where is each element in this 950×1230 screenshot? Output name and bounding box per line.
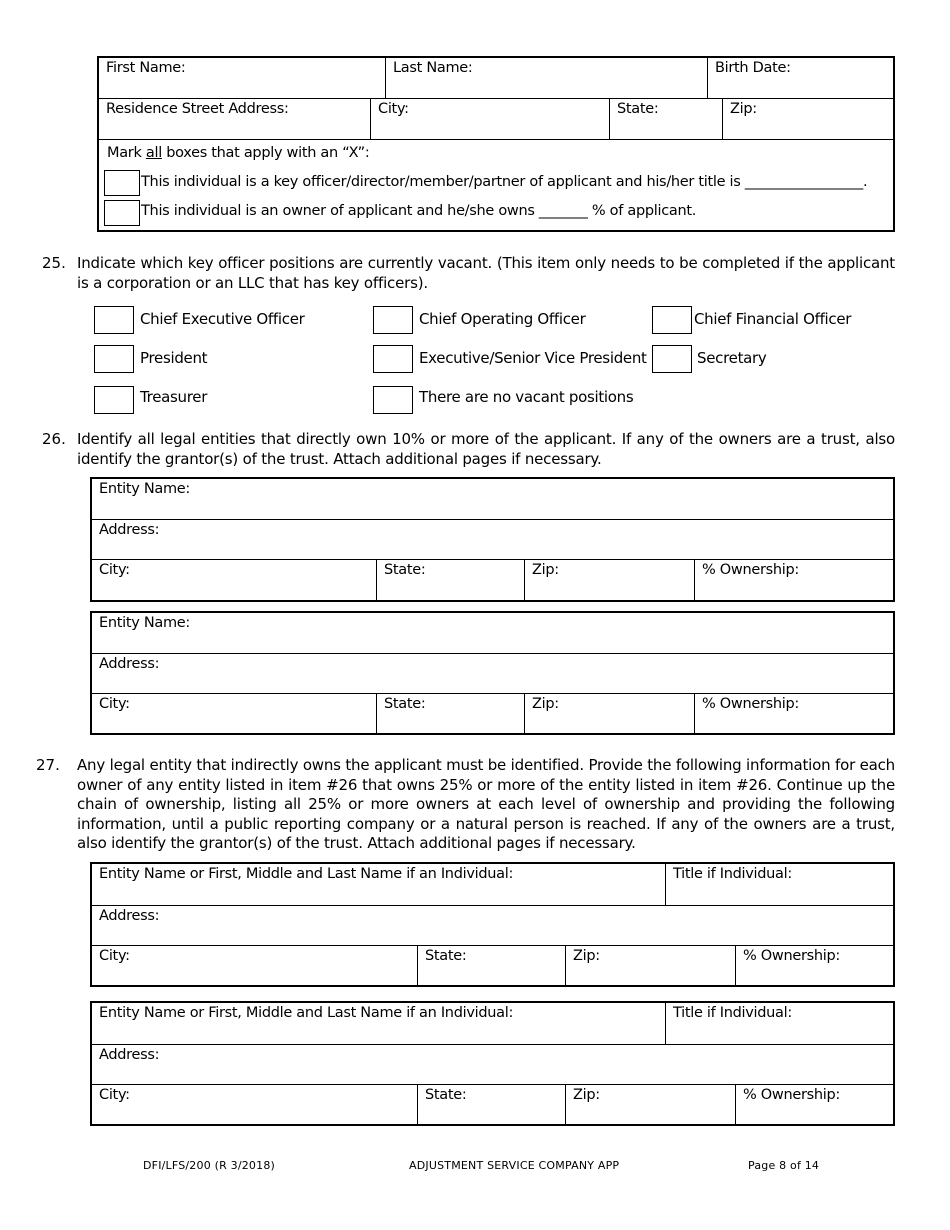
no-vacant-checkbox[interactable] bbox=[373, 386, 413, 414]
entity-name-label: Entity Name: bbox=[99, 481, 191, 497]
key-officer-checkbox[interactable] bbox=[104, 170, 140, 196]
owner-address-row bbox=[92, 1045, 893, 1085]
owner-zip-field[interactable] bbox=[565, 946, 735, 985]
owner-zip-label: Zip: bbox=[573, 1087, 600, 1103]
item-25-number: 25. bbox=[42, 254, 66, 272]
owner-text: This individual is an owner of applicant and he/she owns _______ % of applicant. bbox=[141, 203, 697, 219]
owner-state-label: State: bbox=[425, 1087, 467, 1103]
address-row bbox=[99, 99, 893, 140]
entity-name-label: Entity Name: bbox=[99, 615, 191, 631]
ceo-label: Chief Executive Officer bbox=[140, 310, 305, 328]
owner-zip-field[interactable] bbox=[565, 1085, 735, 1124]
owner-zip-label: Zip: bbox=[573, 948, 600, 964]
entity-address-label: Address: bbox=[99, 522, 160, 538]
owner-name-field[interactable] bbox=[92, 1003, 665, 1044]
entity-ownership-label: % Ownership: bbox=[702, 562, 799, 578]
entity-name-row bbox=[92, 479, 893, 520]
state-field[interactable] bbox=[609, 99, 722, 139]
owner-city-field[interactable] bbox=[92, 946, 417, 985]
treasurer-checkbox[interactable] bbox=[94, 386, 134, 414]
entity-zip-label: Zip: bbox=[532, 696, 559, 712]
state-label: State: bbox=[617, 101, 659, 117]
owner-name-row bbox=[92, 1003, 893, 1045]
owner-state-label: State: bbox=[425, 948, 467, 964]
owner-address-label: Address: bbox=[99, 1047, 160, 1063]
birth-date-field[interactable] bbox=[707, 58, 893, 98]
first-name-label: First Name: bbox=[106, 60, 186, 76]
owner-city-field[interactable] bbox=[92, 1085, 417, 1124]
entity-state-label: State: bbox=[384, 562, 426, 578]
entity-city-field[interactable] bbox=[92, 560, 376, 600]
owner-title-label: Title if Individual: bbox=[673, 1005, 792, 1021]
entity-state-field[interactable] bbox=[376, 694, 524, 733]
owner-name-row bbox=[92, 864, 893, 906]
entity-zip-field[interactable] bbox=[524, 560, 694, 600]
cfo-label: Chief Financial Officer bbox=[694, 310, 852, 328]
owner-state-field[interactable] bbox=[417, 946, 565, 985]
entity-city-label: City: bbox=[99, 562, 130, 578]
owner-location-row bbox=[92, 946, 893, 985]
first-name-field[interactable] bbox=[99, 58, 385, 98]
owner-city-label: City: bbox=[99, 1087, 130, 1103]
footer-form-id: DFI/LFS/200 (R 3/2018) bbox=[143, 1159, 276, 1172]
evp-label: Executive/Senior Vice President bbox=[419, 349, 647, 367]
name-row bbox=[99, 58, 893, 99]
zip-label: Zip: bbox=[730, 101, 757, 117]
owner-name-label: Entity Name or First, Middle and Last Name if an Individual: bbox=[99, 866, 514, 882]
owner-city-label: City: bbox=[99, 948, 130, 964]
entity-ownership-field[interactable] bbox=[694, 694, 893, 733]
owner-address-field[interactable] bbox=[92, 906, 893, 945]
last-name-label: Last Name: bbox=[393, 60, 473, 76]
coo-label: Chief Operating Officer bbox=[419, 310, 586, 328]
owner-name-label: Entity Name or First, Middle and Last Name if an Individual: bbox=[99, 1005, 514, 1021]
evp-checkbox[interactable] bbox=[373, 345, 413, 373]
footer-form-title: ADJUSTMENT SERVICE COMPANY APP bbox=[409, 1159, 620, 1172]
entity-location-row bbox=[92, 694, 893, 733]
coo-checkbox[interactable] bbox=[373, 306, 413, 334]
entity-zip-label: Zip: bbox=[532, 562, 559, 578]
entity-address-row bbox=[92, 654, 893, 694]
cfo-checkbox[interactable] bbox=[652, 306, 692, 334]
entity-table-2 bbox=[90, 611, 895, 735]
entity-location-row bbox=[92, 560, 893, 600]
owner-location-row bbox=[92, 1085, 893, 1124]
owner-ownership-label: % Ownership: bbox=[743, 1087, 840, 1103]
city-field[interactable] bbox=[370, 99, 609, 139]
no-vacant-label: There are no vacant positions bbox=[419, 388, 634, 406]
owner-title-field[interactable] bbox=[665, 1003, 893, 1044]
city-label: City: bbox=[378, 101, 409, 117]
entity-name-field[interactable] bbox=[92, 479, 893, 519]
mark-instruction: Mark all boxes that apply with an “X”: bbox=[107, 145, 370, 161]
entity-address-row bbox=[92, 520, 893, 560]
owner-ownership-field[interactable] bbox=[735, 1085, 893, 1124]
item-27-number: 27. bbox=[36, 756, 60, 774]
owner-ownership-field[interactable] bbox=[735, 946, 893, 985]
indirect-owner-table-1 bbox=[90, 862, 895, 987]
secretary-label: Secretary bbox=[697, 349, 767, 367]
owner-address-label: Address: bbox=[99, 908, 160, 924]
key-officer-text: This individual is a key officer/director/member/partner of applicant and his/her title is _________________. bbox=[141, 174, 868, 190]
individual-info-table bbox=[97, 56, 895, 232]
owner-title-field[interactable] bbox=[665, 864, 893, 905]
entity-address-label: Address: bbox=[99, 656, 160, 672]
entity-city-label: City: bbox=[99, 696, 130, 712]
entity-address-field[interactable] bbox=[92, 520, 893, 559]
owner-checkbox[interactable] bbox=[104, 200, 140, 226]
owner-address-field[interactable] bbox=[92, 1045, 893, 1084]
mark-boxes-row bbox=[99, 140, 893, 230]
owner-address-row bbox=[92, 906, 893, 946]
entity-address-field[interactable] bbox=[92, 654, 893, 693]
item-26-number: 26. bbox=[42, 430, 66, 448]
owner-ownership-label: % Ownership: bbox=[743, 948, 840, 964]
entity-zip-field[interactable] bbox=[524, 694, 694, 733]
owner-title-label: Title if Individual: bbox=[673, 866, 792, 882]
owner-state-field[interactable] bbox=[417, 1085, 565, 1124]
footer-page-number: Page 8 of 14 bbox=[748, 1159, 820, 1172]
birth-date-label: Birth Date: bbox=[715, 60, 791, 76]
entity-ownership-label: % Ownership: bbox=[702, 696, 799, 712]
president-checkbox[interactable] bbox=[94, 345, 134, 373]
entity-name-field[interactable] bbox=[92, 613, 893, 653]
owner-name-field[interactable] bbox=[92, 864, 665, 905]
item-25-text: Indicate which key officer positions are currently vacant. (This item only needs to be completed if the applicant is a corporation or an LLC that has key officers). bbox=[77, 254, 895, 292]
entity-state-field[interactable] bbox=[376, 560, 524, 600]
residence-address-field[interactable] bbox=[99, 99, 370, 139]
zip-field[interactable] bbox=[722, 99, 893, 139]
item-26-text: Identify all legal entities that directly own 10% or more of the applicant. If any of the owners are a trust, also identify the grantor(s) of the trust. Attach additional pages if necessary. bbox=[77, 430, 895, 468]
ceo-checkbox[interactable] bbox=[94, 306, 134, 334]
entity-table-1 bbox=[90, 477, 895, 602]
entity-name-row bbox=[92, 613, 893, 654]
entity-state-label: State: bbox=[384, 696, 426, 712]
last-name-field[interactable] bbox=[385, 58, 707, 98]
indirect-owner-table-2 bbox=[90, 1001, 895, 1126]
entity-city-field[interactable] bbox=[92, 694, 376, 733]
secretary-checkbox[interactable] bbox=[652, 345, 692, 373]
entity-ownership-field[interactable] bbox=[694, 560, 893, 600]
residence-address-label: Residence Street Address: bbox=[106, 101, 289, 117]
treasurer-label: Treasurer bbox=[140, 388, 208, 406]
president-label: President bbox=[140, 349, 208, 367]
item-27-text: Any legal entity that indirectly owns the applicant must be identified. Provide the following information for each owner of any entity listed in item #26 that owns 25% or more of the entity listed in item #26. Continue up the chain of ownership, listing all 25% or more owners at each level of ownership and providing the following information, until a public reporting company or a natural person is reached. If any of the owners are a trust, also identify the grantor(s) of the trust. Attach additional pages if necessary. bbox=[77, 756, 895, 852]
